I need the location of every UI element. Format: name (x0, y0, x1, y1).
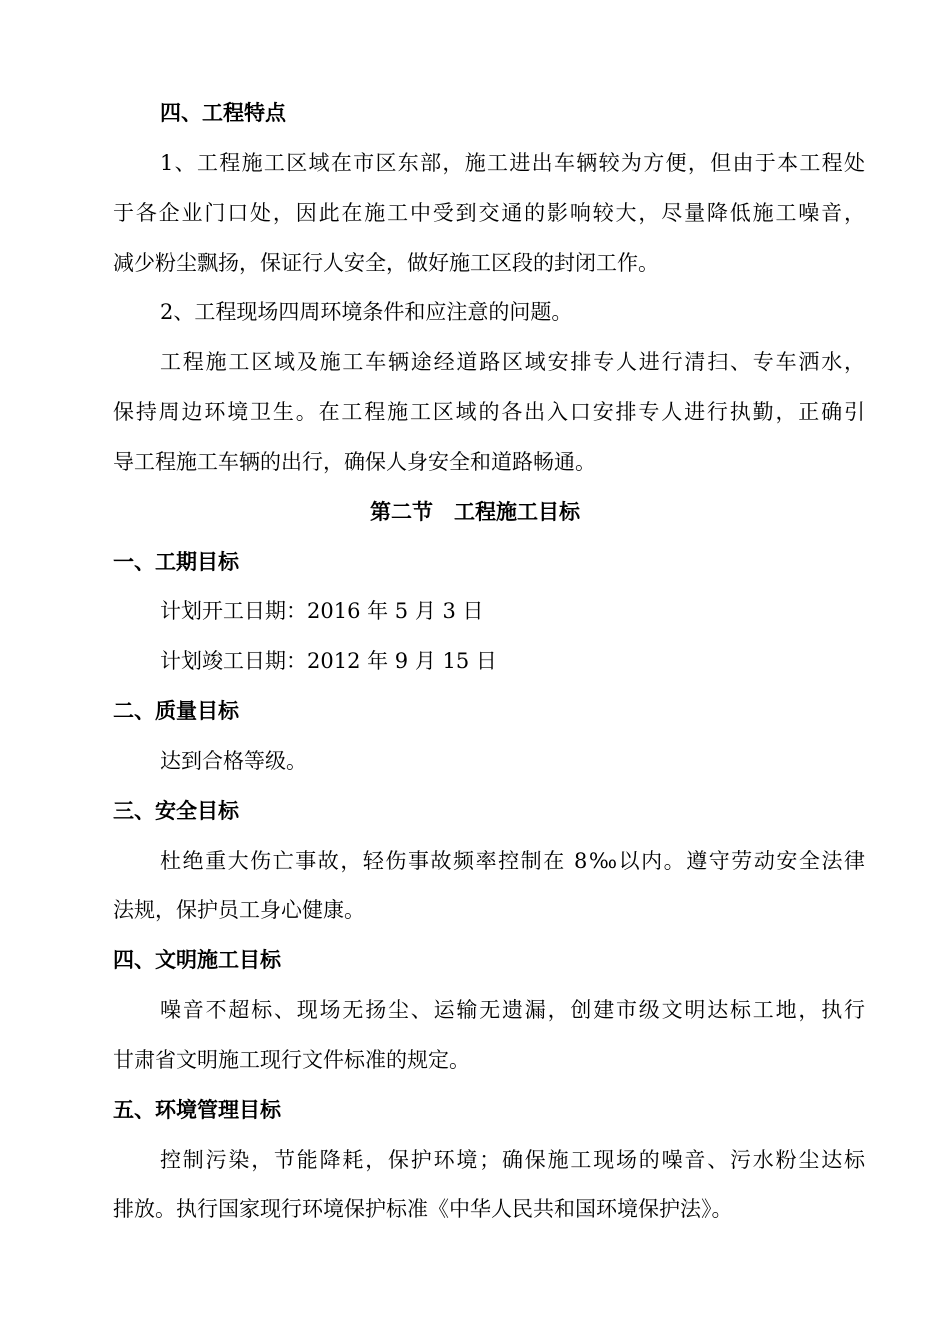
paragraph-line: 2、工程现场四周环境条件和应注意的问题。 (160, 300, 573, 324)
subsection-heading-safety: 三、安全目标 (113, 798, 239, 823)
paragraph-line: 排放。执行国家现行环境保护标准《中华人民共和国环境保护法》。 (113, 1197, 733, 1221)
planned-end-date: 计划竣工日期：2012 年 9 月 15 日 (160, 649, 497, 673)
subsection-heading-civilized: 四、文明施工目标 (113, 947, 281, 972)
paragraph-line: 减少粉尘飘扬，保证行人安全，做好施工区段的封闭工作。 (113, 251, 659, 275)
paragraph-line: 于各企业门口处，因此在施工中受到交通的影响较大，尽量降低施工噪音， (113, 201, 865, 225)
paragraph-line: 杜绝重大伤亡事故，轻伤事故频率控制在 8‰以内。遵守劳动安全法律 (160, 849, 865, 873)
paragraph-line: 噪音不超标、现场无扬尘、运输无遗漏，创建市级文明达标工地，执行 (160, 998, 865, 1022)
paragraph-line: 甘肃省文明施工现行文件标准的规定。 (113, 1048, 470, 1072)
section-title: 第二节 工程施工目标 (370, 499, 580, 524)
quality-text: 达到合格等级。 (160, 749, 307, 773)
section-heading-features: 四、工程特点 (160, 100, 286, 125)
paragraph-line: 保持周边环境卫生。在工程施工区域的各出入口安排专人进行执勤，正确引 (113, 400, 865, 424)
paragraph-line: 工程施工区域及施工车辆途经道路区域安排专人进行清扫、专车洒水， (160, 350, 865, 374)
subsection-heading-environment: 五、环境管理目标 (113, 1097, 281, 1122)
paragraph-line: 1、工程施工区域在市区东部，施工进出车辆较为方便，但由于本工程处 (160, 151, 865, 175)
paragraph-line: 控制污染，节能降耗，保护环境；确保施工现场的噪音、污水粉尘达标 (160, 1148, 865, 1172)
subsection-heading-quality: 二、质量目标 (113, 698, 239, 723)
paragraph-line: 导工程施工车辆的出行，确保人身安全和道路畅通。 (113, 450, 596, 474)
paragraph-line: 法规，保护员工身心健康。 (113, 898, 365, 922)
planned-start-date: 计划开工日期：2016 年 5 月 3 日 (160, 599, 484, 623)
subsection-heading-duration: 一、工期目标 (113, 549, 239, 574)
